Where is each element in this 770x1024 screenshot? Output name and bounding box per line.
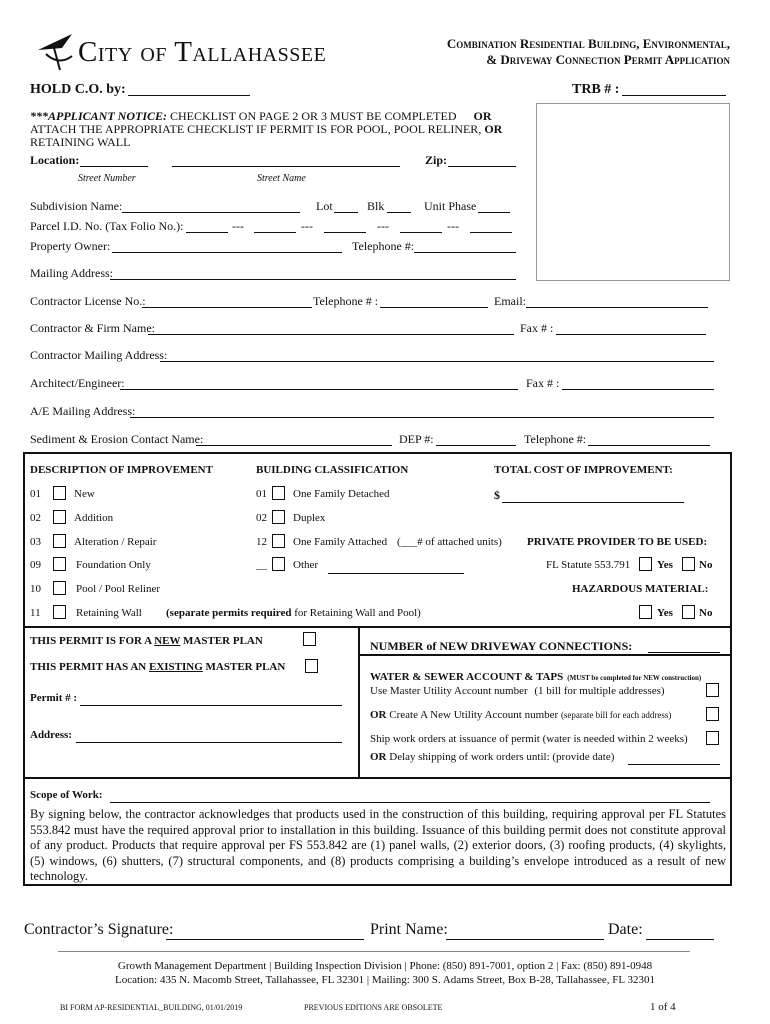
ae-fax-label: Fax # :	[526, 376, 560, 390]
owner-field[interactable]	[112, 240, 342, 253]
existing-master-plan-label	[30, 661, 285, 673]
zip-label: Zip:	[425, 153, 448, 167]
owner-telephone-label: Telephone #:	[352, 239, 415, 253]
retaining-note-rest: for Retaining Wall and Pool)	[294, 607, 421, 619]
owner-label: Property Owner:	[30, 239, 111, 253]
trb-stamp-box	[536, 103, 730, 281]
contractor-signature-field[interactable]	[166, 925, 364, 940]
class-code-02: 02	[256, 512, 267, 524]
zip-field[interactable]	[448, 154, 516, 167]
existing-master-plan-suffix: MASTER PLAN	[202, 661, 286, 673]
footer-rule	[58, 951, 690, 952]
checkbox-ship-work-orders[interactable]	[706, 731, 719, 745]
architect-label: Architect/Engineer:	[30, 376, 125, 390]
unit-phase-field[interactable]	[478, 200, 510, 213]
checkbox-pool[interactable]	[53, 581, 66, 595]
firm-field[interactable]	[148, 322, 514, 335]
footer-line1: Growth Management Department | Building Inspection Division | Phone: (850) 891-7001, option 2 | Fax: (850) 891-0948	[117, 960, 653, 972]
blk-label: Blk	[367, 199, 385, 213]
class-code-12: 12	[256, 536, 267, 548]
notice-lead: ***APPLICANT NOTICE:	[30, 109, 168, 123]
middle-divider	[358, 626, 360, 778]
sediment-telephone-label: Telephone #:	[524, 432, 587, 446]
contractor-telephone-field[interactable]	[380, 295, 488, 308]
delay-shipping-text: Delay shipping of work orders until: (provide date)	[389, 751, 615, 763]
owner-mailing-field[interactable]	[110, 267, 516, 280]
lot-field[interactable]	[334, 200, 358, 213]
blk-field[interactable]	[387, 200, 411, 213]
water-sewer-title	[370, 667, 701, 685]
firm-fax-field[interactable]	[556, 322, 706, 335]
form-id: BI FORM AP-RESIDENTIAL_BUILDING, 01/01/2019	[60, 1003, 243, 1012]
owner-mailing-label: Mailing Address:	[30, 266, 113, 280]
label-foundation: Foundation Only	[76, 559, 151, 571]
scope-paragraph: By signing below, the contractor acknowledges that products used in the construction of this building, requiring approval per FL Statutes 553.842 must have the required approval prior to installation in this building. Issuance of this building permit does not constitute approval of any product. Products that require approval per FS 553.842 are (1) panel walls, (2) exterior doors, (3) roofing products, (4) skylights, (5) windows, (6) shutters, (7) structural components, and (8) products comprising a building’s envelope introduced as a result of new technology.	[30, 807, 726, 883]
retaining-note	[166, 607, 421, 619]
city-logo-icon	[32, 30, 80, 72]
other-field[interactable]	[328, 561, 464, 574]
delay-or: OR	[370, 751, 387, 763]
checkbox-other[interactable]	[272, 557, 285, 571]
create-new-account	[370, 709, 671, 721]
page-number: 1 of 4	[650, 1001, 676, 1013]
create-new-account-text: Create A New Utility Account number	[389, 709, 559, 721]
improvement-code-11: 11	[30, 607, 41, 619]
fl-statute-label: FL Statute 553.791	[546, 559, 631, 571]
label-one-family-detached: One Family Detached	[293, 488, 390, 500]
desc-header: DESCRIPTION OF IMPROVEMENT	[30, 464, 213, 476]
retaining-note-bold: (separate permits required	[166, 607, 292, 619]
owner-telephone-field[interactable]	[414, 240, 516, 253]
cost-header: TOTAL COST OF IMPROVEMENT:	[494, 464, 673, 476]
new-master-plan-prefix: THIS PERMIT IS FOR A	[30, 635, 155, 647]
notice-or1: OR	[473, 109, 492, 123]
checkbox-one-family-attached[interactable]	[272, 534, 285, 548]
new-master-plan-suffix: MASTER PLAN	[180, 635, 263, 647]
driveway-underline	[360, 654, 730, 656]
ae-mailing-field[interactable]	[130, 405, 714, 418]
checkbox-create-new-account[interactable]	[706, 707, 719, 721]
permit-field[interactable]	[80, 693, 342, 706]
firm-fax-label: Fax # :	[520, 321, 554, 335]
license-label: Contractor License No.:	[30, 294, 146, 308]
parcel-dash-1: ---	[232, 219, 244, 233]
hazardous-label: HAZARDOUS MATERIAL:	[572, 583, 709, 595]
checkbox-foundation[interactable]	[53, 557, 66, 571]
driveway-field[interactable]	[648, 640, 720, 653]
label-pool: Pool / Pool Reliner	[76, 583, 161, 595]
use-master-account	[370, 685, 665, 697]
unit-phase-label: Unit Phase	[424, 199, 477, 213]
ship-work-orders: Ship work orders at issuance of permit (water is needed within 2 weeks)	[370, 733, 688, 745]
obsolete-note: PREVIOUS EDITIONS ARE OBSOLETE	[304, 1003, 443, 1012]
contractor-signature-label: Contractor’s Signature:	[24, 921, 174, 938]
form-title-line2: & Driveway Connection Permit Application	[486, 52, 730, 67]
architect-field[interactable]	[120, 377, 518, 390]
email-label: Email:	[494, 294, 526, 308]
parcel-dash-3: ---	[377, 219, 389, 233]
ae-fax-field[interactable]	[562, 377, 714, 390]
existing-master-plan-word: EXISTING	[149, 661, 203, 673]
form-title-line1: Combination Residential Building, Environmental,	[446, 36, 730, 51]
cost-symbol: $	[494, 488, 500, 502]
notice-or2: OR	[484, 122, 503, 136]
location-label: Location:	[30, 153, 80, 167]
class-code-01: 01	[256, 488, 267, 500]
street-number-caption: Street Number	[78, 173, 136, 184]
sediment-telephone-field[interactable]	[588, 433, 710, 446]
attached-units-note: (___# of attached units)	[397, 536, 502, 548]
improvement-item	[30, 488, 41, 500]
footer-line2: Location: 435 N. Macomb Street, Tallahassee, FL 32301 | Mailing: 300 S. Adams Street, Box B-28, Tallahassee, FL 32301	[115, 974, 655, 986]
driveway-title: NUMBER of NEW DRIVEWAY CONNECTIONS:	[370, 639, 633, 653]
provider-yes-label: Yes	[657, 559, 673, 571]
firm-label: Contractor & Firm Name:	[30, 321, 155, 335]
water-sewer-title-note: (MUST be completed for NEW construction)	[567, 674, 702, 682]
parcel-field-2[interactable]	[254, 220, 296, 233]
checkbox-provider-yes[interactable]	[639, 557, 652, 571]
water-sewer-title-text: WATER & SEWER ACCOUNT & TAPS	[370, 671, 564, 683]
checkbox-new[interactable]	[53, 486, 66, 500]
address-label: Address:	[30, 729, 72, 741]
class-code-other: __	[256, 559, 267, 571]
label-addition: Addition	[74, 512, 114, 524]
scope-label: Scope of Work:	[30, 789, 103, 801]
parcel-field-5[interactable]	[470, 220, 512, 233]
scope-divider	[23, 777, 732, 779]
subdivision-field[interactable]	[122, 200, 300, 213]
checkbox-addition[interactable]	[53, 510, 66, 524]
label-other: Other	[293, 559, 319, 571]
notice-text3: RETAINING WALL	[30, 135, 131, 149]
city-logo	[32, 30, 352, 72]
address-field[interactable]	[76, 730, 342, 743]
class-header: BUILDING CLASSIFICATION	[256, 464, 409, 476]
checkbox-hazardous-no[interactable]	[682, 605, 695, 619]
checkbox-one-family-detached[interactable]	[272, 486, 285, 500]
hazardous-yes-label: Yes	[657, 607, 673, 619]
notice-text1: CHECKLIST ON PAGE 2 OR 3 MUST BE COMPLETED	[170, 109, 457, 123]
use-master-account-note: (1 bill for multiple addresses)	[534, 685, 665, 697]
improvement-code-02: 02	[30, 512, 41, 524]
label-new: New	[74, 488, 95, 500]
provider-no-label: No	[699, 559, 713, 571]
checkbox-duplex[interactable]	[272, 510, 285, 524]
hazardous-no-label: No	[699, 607, 713, 619]
section-divider	[23, 626, 732, 628]
improvement-code: 01	[30, 488, 41, 500]
street-name-field[interactable]	[172, 154, 400, 167]
improvement-code-10: 10	[30, 583, 41, 595]
checkbox-hazardous-yes[interactable]	[639, 605, 652, 619]
sediment-label: Sediment & Erosion Contact Name:	[30, 432, 204, 446]
checkbox-existing-master-plan[interactable]	[305, 659, 318, 673]
sediment-field[interactable]	[196, 433, 392, 446]
email-field[interactable]	[526, 295, 708, 308]
label-retaining-wall: Retaining Wall	[76, 607, 142, 619]
subdivision-label: Subdivision Name:	[30, 199, 123, 213]
contractor-mailing-label: Contractor Mailing Address:	[30, 348, 168, 362]
use-master-account-text: Use Master Utility Account number	[370, 685, 528, 697]
print-name-label: Print Name:	[370, 921, 448, 938]
existing-master-plan-prefix: THIS PERMIT HAS AN	[30, 661, 149, 673]
street-name-caption: Street Name	[257, 173, 306, 184]
dep-label: DEP #:	[399, 432, 434, 446]
checkbox-new-master-plan[interactable]	[303, 632, 316, 646]
parcel-field-1[interactable]	[186, 220, 228, 233]
scope-field[interactable]	[110, 790, 710, 803]
date-field[interactable]	[646, 925, 714, 940]
improvement-code-03: 03	[30, 536, 41, 548]
delay-date-field[interactable]	[628, 752, 720, 765]
parcel-field-4[interactable]	[400, 220, 442, 233]
print-name-field[interactable]	[446, 925, 604, 940]
label-alteration: Alteration / Repair	[74, 536, 157, 548]
checkbox-alteration[interactable]	[53, 534, 66, 548]
create-new-account-note: (separate bill for each address)	[560, 710, 672, 720]
parcel-dash-2: ---	[301, 219, 313, 233]
lot-label: Lot	[316, 199, 333, 213]
license-field[interactable]	[142, 295, 312, 308]
city-name: City of Tallahassee	[78, 36, 327, 68]
parcel-field-3[interactable]	[324, 220, 366, 233]
cost-field[interactable]	[502, 490, 684, 503]
checkbox-provider-no[interactable]	[682, 557, 695, 571]
ae-mailing-label: A/E Mailing Address:	[30, 404, 136, 418]
checkbox-use-master-account[interactable]	[706, 683, 719, 697]
hold-co-field[interactable]	[128, 83, 250, 96]
applicant-notice	[30, 110, 502, 149]
label-one-family-attached: One Family Attached	[293, 536, 388, 548]
contractor-mailing-field[interactable]	[160, 349, 714, 362]
checkbox-retaining-wall[interactable]	[53, 605, 66, 619]
trb-field[interactable]	[622, 83, 726, 96]
new-master-plan-label	[30, 635, 263, 647]
hold-co-label: HOLD C.O. by:	[30, 82, 126, 97]
improvement-code-09: 09	[30, 559, 41, 571]
dep-field[interactable]	[436, 433, 516, 446]
date-label: Date:	[608, 921, 643, 938]
parcel-label: Parcel I.D. No. (Tax Folio No.):	[30, 219, 184, 233]
trb-label: TRB # :	[572, 82, 620, 97]
private-provider-label: PRIVATE PROVIDER TO BE USED:	[527, 536, 708, 548]
parcel-dash-4: ---	[447, 219, 459, 233]
notice-text2: ATTACH THE APPROPRIATE CHECKLIST IF PERMIT IS FOR POOL, POOL RELINER,	[30, 122, 482, 136]
delay-shipping	[370, 751, 614, 763]
new-master-plan-word: NEW	[154, 635, 181, 647]
create-new-or: OR	[370, 709, 387, 721]
permit-label: Permit # :	[30, 692, 78, 704]
label-duplex: Duplex	[293, 512, 326, 524]
contractor-telephone-label: Telephone # :	[313, 294, 379, 308]
street-number-field[interactable]	[80, 154, 148, 167]
